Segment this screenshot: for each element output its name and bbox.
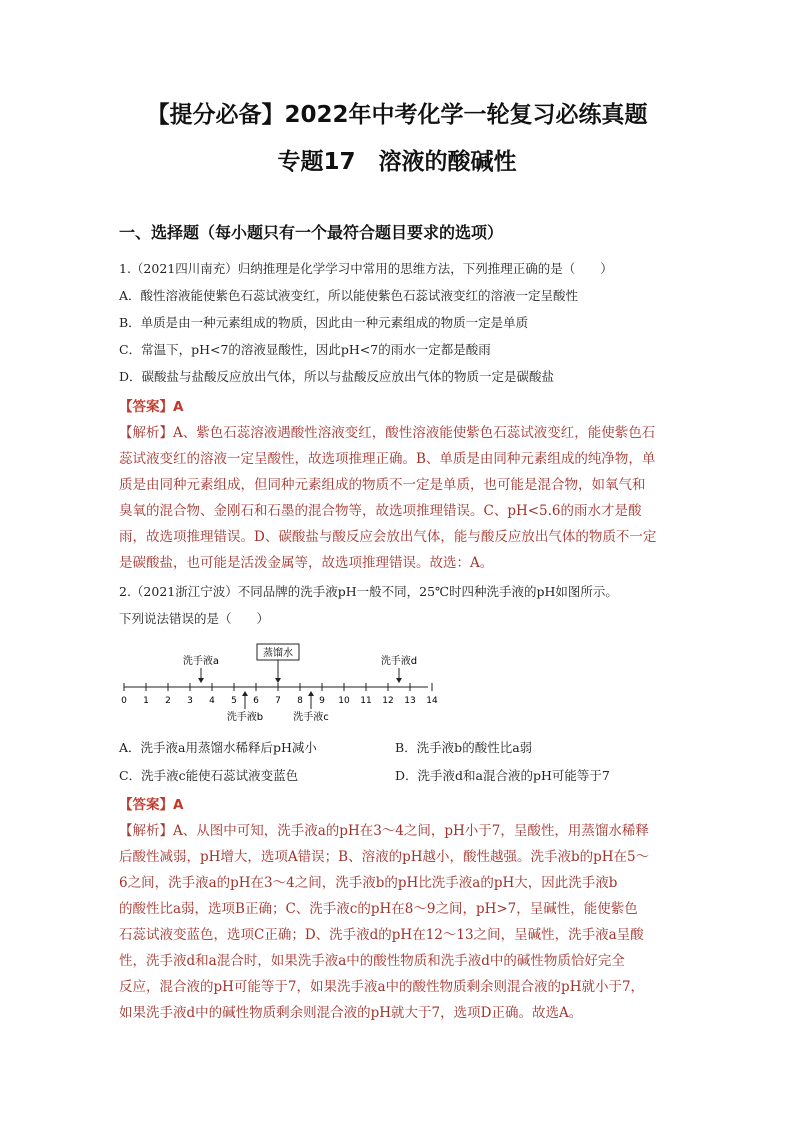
ph-tick-label: 4 [209, 696, 215, 706]
q2-explanation-line: 6之间，洗手液a的pH在3～4之间，洗手液b的pH比洗手液a的pH大，因此洗手液b [119, 875, 618, 891]
ph-tick-label: 14 [426, 696, 438, 706]
q2-explanation-line: 反应，混合液的pH可能等于7，如果洗手液a中的酸性物质剩余则混合液的pH就小于7， [119, 979, 645, 995]
ph-marker-label: 蒸馏水 [263, 648, 293, 659]
q1-option-a: A．酸性溶液能使紫色石蕊试液变红，所以能使紫色石蕊试液变红的溶液一定呈酸性 [119, 288, 579, 303]
ph-tick-label: 0 [121, 696, 127, 706]
ph-tick-label: 11 [360, 696, 372, 706]
ph-tick-label: 2 [165, 696, 171, 706]
ph-marker-arrowhead [198, 678, 204, 683]
q1-option-b: B．单质是由一种元素组成的物质，因此由一种元素组成的物质一定是单质 [119, 315, 529, 330]
ph-marker-arrowhead [275, 678, 281, 683]
ph-tick-label: 6 [253, 696, 259, 706]
q2-stem-line: 2.（2021浙江宁波）不同品牌的洗手液pH一般不同，25℃时四种洗手液的pH如图所示。 [119, 584, 618, 599]
q2-explanation-line: 性，洗手液d和a混合时，如果洗手液a中的酸性物质和洗手液d中的碱性物质恰好完全 [119, 953, 625, 969]
q1-explanation-line: 质是由同种元素组成，但同种元素组成的物质不一定是单质，也可能是混合物，如氧气和 [119, 477, 646, 493]
q1-explanation-line: 蕊试液变红的溶液一定呈酸性，故选项推理正确。B、单质是由同种元素组成的纯净物，单 [119, 451, 656, 467]
ph-scale-figure [112, 640, 442, 732]
q2-option-a: A．洗手液a用蒸馏水稀释后pH减小 [119, 740, 317, 755]
q2-option-c: C．洗手液c能使石蕊试液变蓝色 [119, 768, 299, 783]
q2-option-b: B．洗手液b的酸性比a弱 [395, 740, 533, 755]
ph-marker-label: 洗手液a [182, 656, 220, 667]
q2-explanation-line: 的酸性比a弱，选项B正确；C、洗手液c的pH在8～9之间，pH>7，呈碱性，能使紫色 [119, 901, 638, 917]
document-subtitle: 专题17 溶液的酸碱性 [277, 149, 517, 175]
ph-marker [183, 654, 219, 683]
document-title: 【提分必备】2022年中考化学一轮复习必练真题 [146, 102, 648, 128]
section-heading: 一、选择题（每小题只有一个最符合题目要求的选项） [119, 223, 504, 242]
ph-tick-label: 7 [275, 696, 281, 706]
q1-explanation-line: 【解析】A、紫色石蕊溶液遇酸性溶液变红，酸性溶液能使紫色石蕊试液变红，能使紫色石 [119, 425, 656, 441]
ph-tick-label: 8 [297, 696, 303, 706]
q1-option-d: D．碳酸盐与盐酸反应放出气体，所以与盐酸反应放出气体的物质一定是碳酸盐 [119, 369, 555, 384]
q1-option-c: C．常温下，pH<7的溶液显酸性，因此pH<7的雨水一定都是酸雨 [119, 342, 491, 357]
q2-explanation-line: 【解析】A、从图中可知，洗手液a的pH在3～4之间，pH小于7，呈酸性，用蒸馏水稀释 [119, 823, 649, 839]
ph-marker [257, 644, 299, 683]
ph-marker-label: 洗手液c [293, 712, 329, 723]
q2-explanation-line: 如果洗手液d中的碱性物质剩余则混合液的pH就大于7，选项D正确。故选A。 [119, 1005, 583, 1021]
q2-explanation-line: 石蕊试液变蓝色，选项C正确；D、洗手液d的pH在12～13之间，呈碱性，洗手液a呈酸 [119, 927, 644, 943]
q2-option-d: D．洗手液d和a混合液的pH可能等于7 [395, 768, 610, 783]
ph-tick-label: 5 [231, 696, 237, 706]
ph-marker [381, 654, 417, 683]
q1-explanation-line: 是碳酸盐，也可能是活泼金属等，故选项推理错误。故选：A。 [119, 555, 494, 571]
ph-tick-label: 13 [404, 696, 416, 706]
ph-tick-label: 3 [187, 696, 193, 706]
q1-explanation-line: 臭氧的混合物、金刚石和石墨的混合物等，故选项推理错误。C、pH<5.6的雨水才是酸 [119, 503, 642, 519]
ph-tick-label: 1 [143, 696, 149, 706]
ph-tick-label: 9 [319, 696, 325, 706]
ph-marker-label: 洗手液d [380, 656, 418, 667]
q2-explanation-line: 后酸性减弱，pH增大，选项A错误；B、溶液的pH越小，酸性越强。洗手液b的pH在5～ [119, 849, 650, 865]
ph-marker-arrowhead [308, 691, 314, 696]
ph-marker-label: 洗手液b [226, 712, 264, 723]
ph-tick-label: 10 [338, 696, 350, 706]
q1-explanation-line: 雨，故选项推理错误。D、碳酸盐与酸反应会放出气体，能与酸反应放出气体的物质不一定 [119, 529, 657, 545]
q1-stem: 1.（2021四川南充）归纳推理是化学学习中常用的思维方法，下列推理正确的是（ ） [119, 261, 613, 276]
ph-marker-arrowhead [242, 691, 248, 696]
q2-stem-line: 下列说法错误的是（ ） [119, 611, 270, 626]
ph-marker-arrowhead [396, 678, 402, 683]
q1-answer: 【答案】A [119, 399, 184, 415]
q2-answer: 【答案】A [119, 797, 184, 813]
ph-tick-label: 12 [382, 696, 394, 706]
